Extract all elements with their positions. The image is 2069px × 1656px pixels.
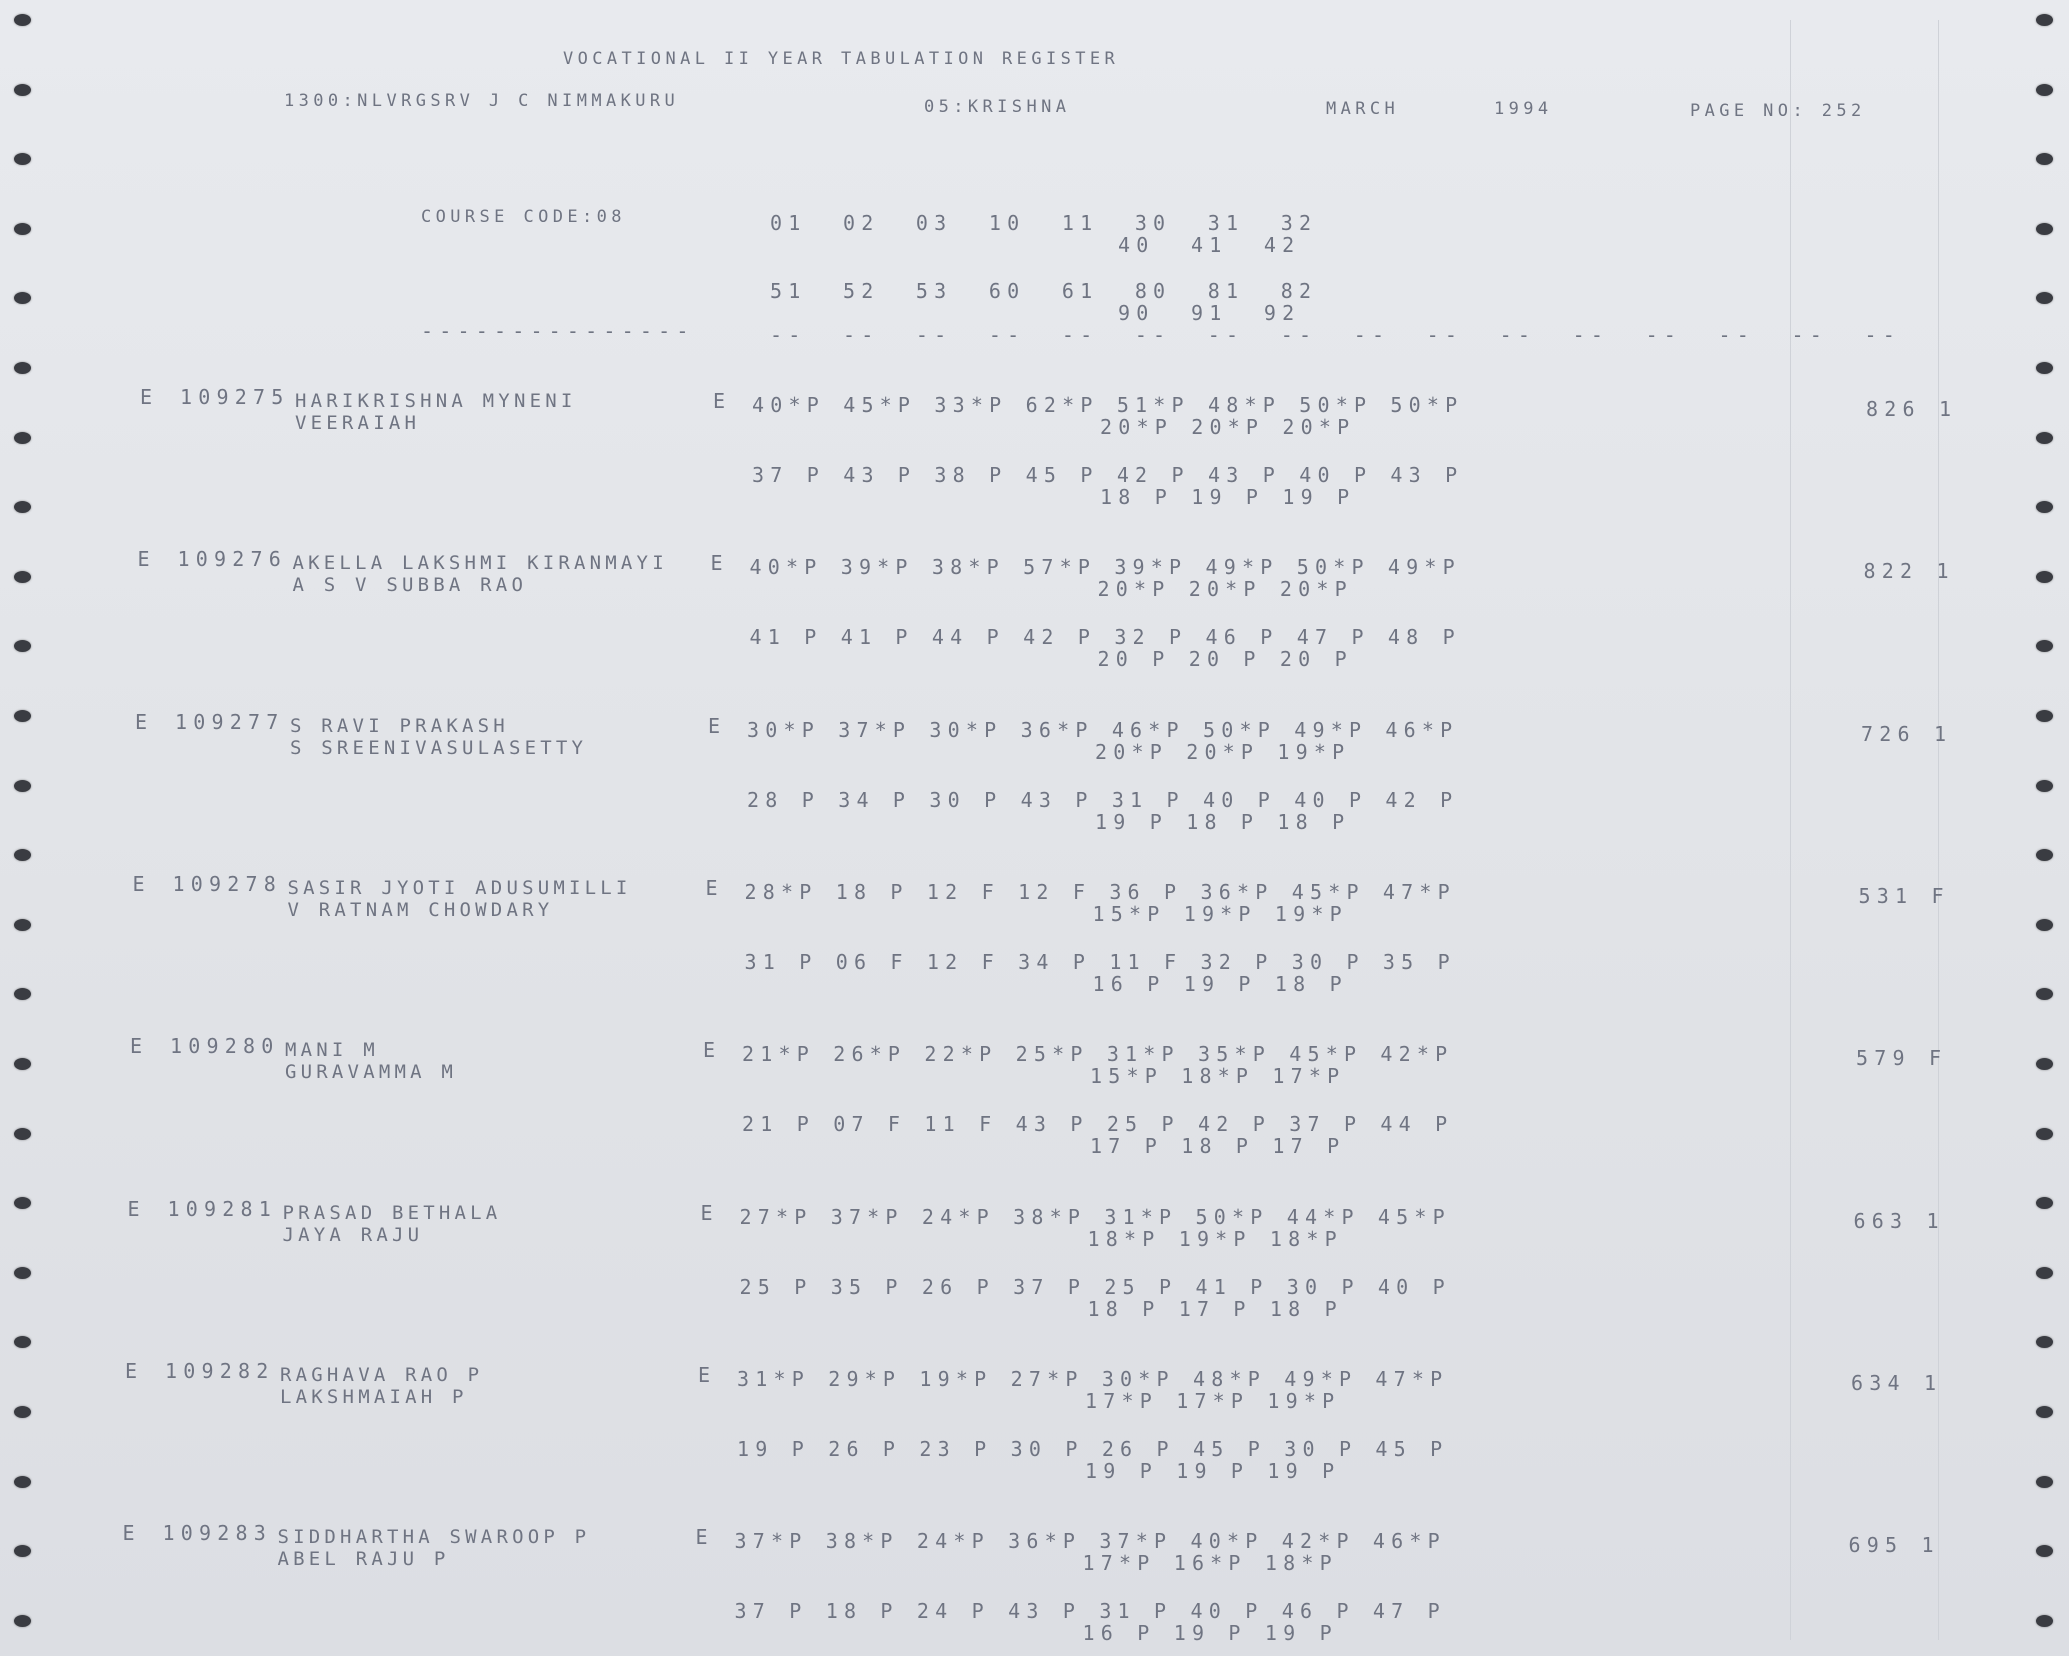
category-code: E [132, 871, 151, 896]
hall-ticket-number: 109282 [165, 1358, 275, 1383]
category-code: E [125, 1358, 144, 1383]
tractor-hole [2036, 988, 2053, 1000]
page-number: PAGE NO: 252 [1690, 101, 1866, 121]
tractor-hole [14, 1128, 31, 1140]
tractor-hole [2036, 710, 2053, 722]
marks-first-year: 21*P 26*P 22*P 25*P 31*P 35*P 45*P 42*P [742, 1042, 1454, 1067]
tractor-hole [14, 849, 31, 861]
category-code: E [130, 1034, 149, 1059]
marks-second-year-extra: 16 P 19 P 18 P [1092, 971, 1348, 996]
father-name: GURAVAMMA M [285, 1061, 458, 1084]
college-name: 1300:NLVRGSRV J C NIMMAKURU [284, 91, 680, 111]
exam-year: 1994 [1494, 99, 1553, 119]
marks-first-year: 28*P 18 P 12 F 12 F 36 P 36*P 45*P 47*P [744, 879, 1456, 904]
marks-second-year: 19 P 26 P 23 P 30 P 26 P 45 P 30 P 45 P [737, 1436, 1449, 1461]
hall-ticket-number: 109276 [177, 547, 287, 572]
tractor-hole [14, 710, 31, 722]
medium-code: E [710, 551, 729, 576]
marks-second-year: 37 P 18 P 24 P 43 P 31 P 40 P 46 P 47 P [734, 1599, 1446, 1624]
tractor-hole [14, 1615, 31, 1627]
tractor-hole [2036, 919, 2053, 931]
tractor-hole [2036, 14, 2053, 26]
student-name: RAGHAVA RAO P [280, 1363, 484, 1386]
tractor-hole [2036, 1197, 2053, 1209]
exam-month: MARCH [1326, 99, 1400, 119]
tractor-hole [2036, 1615, 2053, 1627]
tractor-hole [14, 1336, 31, 1348]
tractor-hole [2036, 571, 2053, 583]
student-name: S RAVI PRAKASH [290, 714, 509, 737]
marks-second-year-extra: 20 P 20 P 20 P [1097, 647, 1353, 672]
tractor-hole [14, 780, 31, 792]
tractor-hole [14, 84, 31, 96]
tractor-hole [14, 1058, 31, 1070]
hall-ticket-number: 109280 [170, 1034, 280, 1059]
tractor-hole [2036, 153, 2053, 165]
hall-ticket-number: 109277 [175, 709, 285, 734]
medium-code: E [713, 389, 732, 413]
tractor-hole [2036, 1058, 2053, 1070]
header-underline: --------------- [421, 319, 695, 343]
register-title: VOCATIONAL II YEAR TABULATION REGISTER [563, 49, 1120, 69]
total-and-result: 634 1 [1851, 1370, 1943, 1395]
subject-codes-row-2b: 90 91 92 [1118, 301, 1301, 325]
medium-code: E [700, 1200, 719, 1225]
marks-first-year-extra: 18*P 19*P 18*P [1087, 1226, 1343, 1251]
tractor-hole [14, 571, 31, 583]
father-name: A S V SUBBA RAO [292, 574, 528, 597]
left-tractor-holes [14, 0, 44, 1656]
subject-codes-row-1: 01 02 03 10 11 30 31 32 [770, 211, 1318, 235]
marks-second-year-extra: 19 P 19 P 19 P [1085, 1458, 1341, 1483]
course-code-label: COURSE CODE:08 [421, 207, 626, 227]
tractor-hole [2036, 432, 2053, 444]
district-name: 05:KRISHNA [924, 97, 1071, 117]
marks-second-year: 37 P 43 P 38 P 45 P 42 P 43 P 40 P 43 P [752, 463, 1464, 487]
marks-second-year: 31 P 06 F 12 F 34 P 11 F 32 P 30 P 35 P [744, 949, 1456, 974]
father-name: ABEL RAJU P [277, 1548, 450, 1571]
tractor-hole [2036, 84, 2053, 96]
marks-second-year-extra: 18 P 19 P 19 P [1100, 485, 1356, 509]
student-name: SIDDHARTHA SWAROOP P [277, 1526, 591, 1549]
category-code: E [127, 1196, 146, 1221]
total-and-result: 822 1 [1863, 559, 1955, 584]
tractor-hole [14, 1197, 31, 1209]
hall-ticket-number: 109283 [162, 1521, 272, 1546]
marks-first-year: 31*P 29*P 19*P 27*P 30*P 48*P 49*P 47*P [737, 1366, 1449, 1391]
marks-first-year-extra: 20*P 20*P 19*P [1095, 739, 1351, 764]
marks-first-year: 27*P 37*P 24*P 38*P 31*P 50*P 44*P 45*P [739, 1204, 1451, 1229]
right-tractor-holes [2036, 0, 2066, 1656]
marks-first-year-extra: 15*P 18*P 17*P [1090, 1064, 1346, 1089]
ruled-line [1938, 20, 1939, 1640]
marks-first-year-extra: 17*P 16*P 18*P [1082, 1551, 1338, 1576]
tractor-hole [2036, 1406, 2053, 1418]
father-name: S SREENIVASULASETTY [290, 736, 588, 759]
tractor-hole [14, 153, 31, 165]
marks-second-year-extra: 19 P 18 P 18 P [1095, 809, 1351, 834]
tractor-hole [2036, 292, 2053, 304]
category-code: E [140, 385, 159, 409]
marks-second-year-extra: 16 P 19 P 19 P [1082, 1621, 1338, 1646]
marks-second-year: 41 P 41 P 44 P 42 P 32 P 46 P 47 P 48 P [749, 625, 1461, 650]
tractor-hole [2036, 1336, 2053, 1348]
total-and-result: 663 1 [1853, 1208, 1945, 1233]
tractor-hole [14, 1545, 31, 1557]
tractor-hole [2036, 640, 2053, 652]
tractor-hole [14, 362, 31, 374]
father-name: LAKSHMAIAH P [280, 1385, 468, 1408]
marks-first-year-extra: 15*P 19*P 19*P [1092, 901, 1348, 926]
tractor-hole [14, 919, 31, 931]
hall-ticket-number: 109275 [180, 385, 290, 409]
father-name: JAYA RAJU [282, 1223, 424, 1246]
marks-second-year: 21 P 07 F 11 F 43 P 25 P 42 P 37 P 44 P [742, 1112, 1454, 1137]
tractor-hole [14, 1267, 31, 1279]
category-code: E [135, 709, 154, 734]
marks-second-year: 28 P 34 P 30 P 43 P 31 P 40 P 40 P 42 P [747, 787, 1459, 812]
marks-first-year: 40*P 45*P 33*P 62*P 51*P 48*P 50*P 50*P [752, 393, 1464, 417]
tractor-hole [14, 988, 31, 1000]
marks-first-year: 37*P 38*P 24*P 36*P 37*P 40*P 42*P 46*P [734, 1529, 1446, 1554]
total-and-result: 695 1 [1848, 1533, 1940, 1558]
tractor-hole [14, 292, 31, 304]
tractor-hole [2036, 849, 2053, 861]
ruled-line [1790, 20, 1791, 1640]
medium-code: E [705, 875, 724, 900]
medium-code: E [703, 1038, 722, 1063]
tractor-hole [14, 223, 31, 235]
tractor-hole [14, 640, 31, 652]
marks-first-year: 40*P 39*P 38*P 57*P 39*P 49*P 50*P 49*P [749, 555, 1461, 580]
tractor-hole [14, 1476, 31, 1488]
hall-ticket-number: 109281 [167, 1196, 277, 1221]
tractor-hole [2036, 362, 2053, 374]
student-name: PRASAD BETHALA [282, 1201, 502, 1224]
marks-second-year: 25 P 35 P 26 P 37 P 25 P 41 P 30 P 40 P [739, 1274, 1451, 1299]
medium-code: E [698, 1362, 717, 1387]
column-dashes: -- -- -- -- -- -- -- -- -- -- -- -- -- -- -- -- [770, 323, 1901, 347]
student-name: SASIR JYOTI ADUSUMILLI [287, 876, 632, 899]
tractor-hole [2036, 1545, 2053, 1557]
marks-second-year-extra: 18 P 17 P 18 P [1087, 1296, 1343, 1321]
student-name: HARIKRISHNA MYNENI [295, 390, 577, 412]
tractor-hole [14, 1406, 31, 1418]
total-and-result: 531 F [1858, 883, 1950, 908]
student-name: MANI M [285, 1039, 379, 1062]
tractor-hole [2036, 1128, 2053, 1140]
marks-first-year: 30*P 37*P 30*P 36*P 46*P 50*P 49*P 46*P [747, 717, 1459, 742]
marks-first-year-extra: 17*P 17*P 19*P [1085, 1388, 1341, 1413]
marks-first-year-extra: 20*P 20*P 20*P [1100, 415, 1356, 439]
tractor-hole [2036, 1476, 2053, 1488]
marks-first-year-extra: 20*P 20*P 20*P [1097, 577, 1353, 602]
subject-codes-row-1b: 40 41 42 [1118, 233, 1301, 257]
category-code: E [137, 547, 156, 572]
total-and-result: 826 1 [1866, 397, 1958, 421]
father-name: VEERAIAH [295, 412, 421, 434]
subject-codes-row-2: 51 52 53 60 61 80 81 82 [770, 279, 1318, 303]
father-name: V RATNAM CHOWDARY [287, 898, 554, 921]
tractor-hole [2036, 223, 2053, 235]
tractor-hole [2036, 501, 2053, 513]
tractor-hole [14, 432, 31, 444]
total-and-result: 726 1 [1861, 721, 1953, 746]
student-name: AKELLA LAKSHMI KIRANMAYI [292, 552, 668, 575]
total-and-result: 579 F [1856, 1046, 1948, 1071]
tractor-hole [14, 14, 31, 26]
medium-code: E [695, 1525, 714, 1550]
tractor-hole [2036, 780, 2053, 792]
category-code: E [122, 1521, 141, 1546]
medium-code: E [708, 713, 727, 738]
hall-ticket-number: 109278 [172, 871, 282, 896]
tractor-hole [14, 501, 31, 513]
tractor-hole [2036, 1267, 2053, 1279]
marks-second-year-extra: 17 P 18 P 17 P [1090, 1134, 1346, 1159]
